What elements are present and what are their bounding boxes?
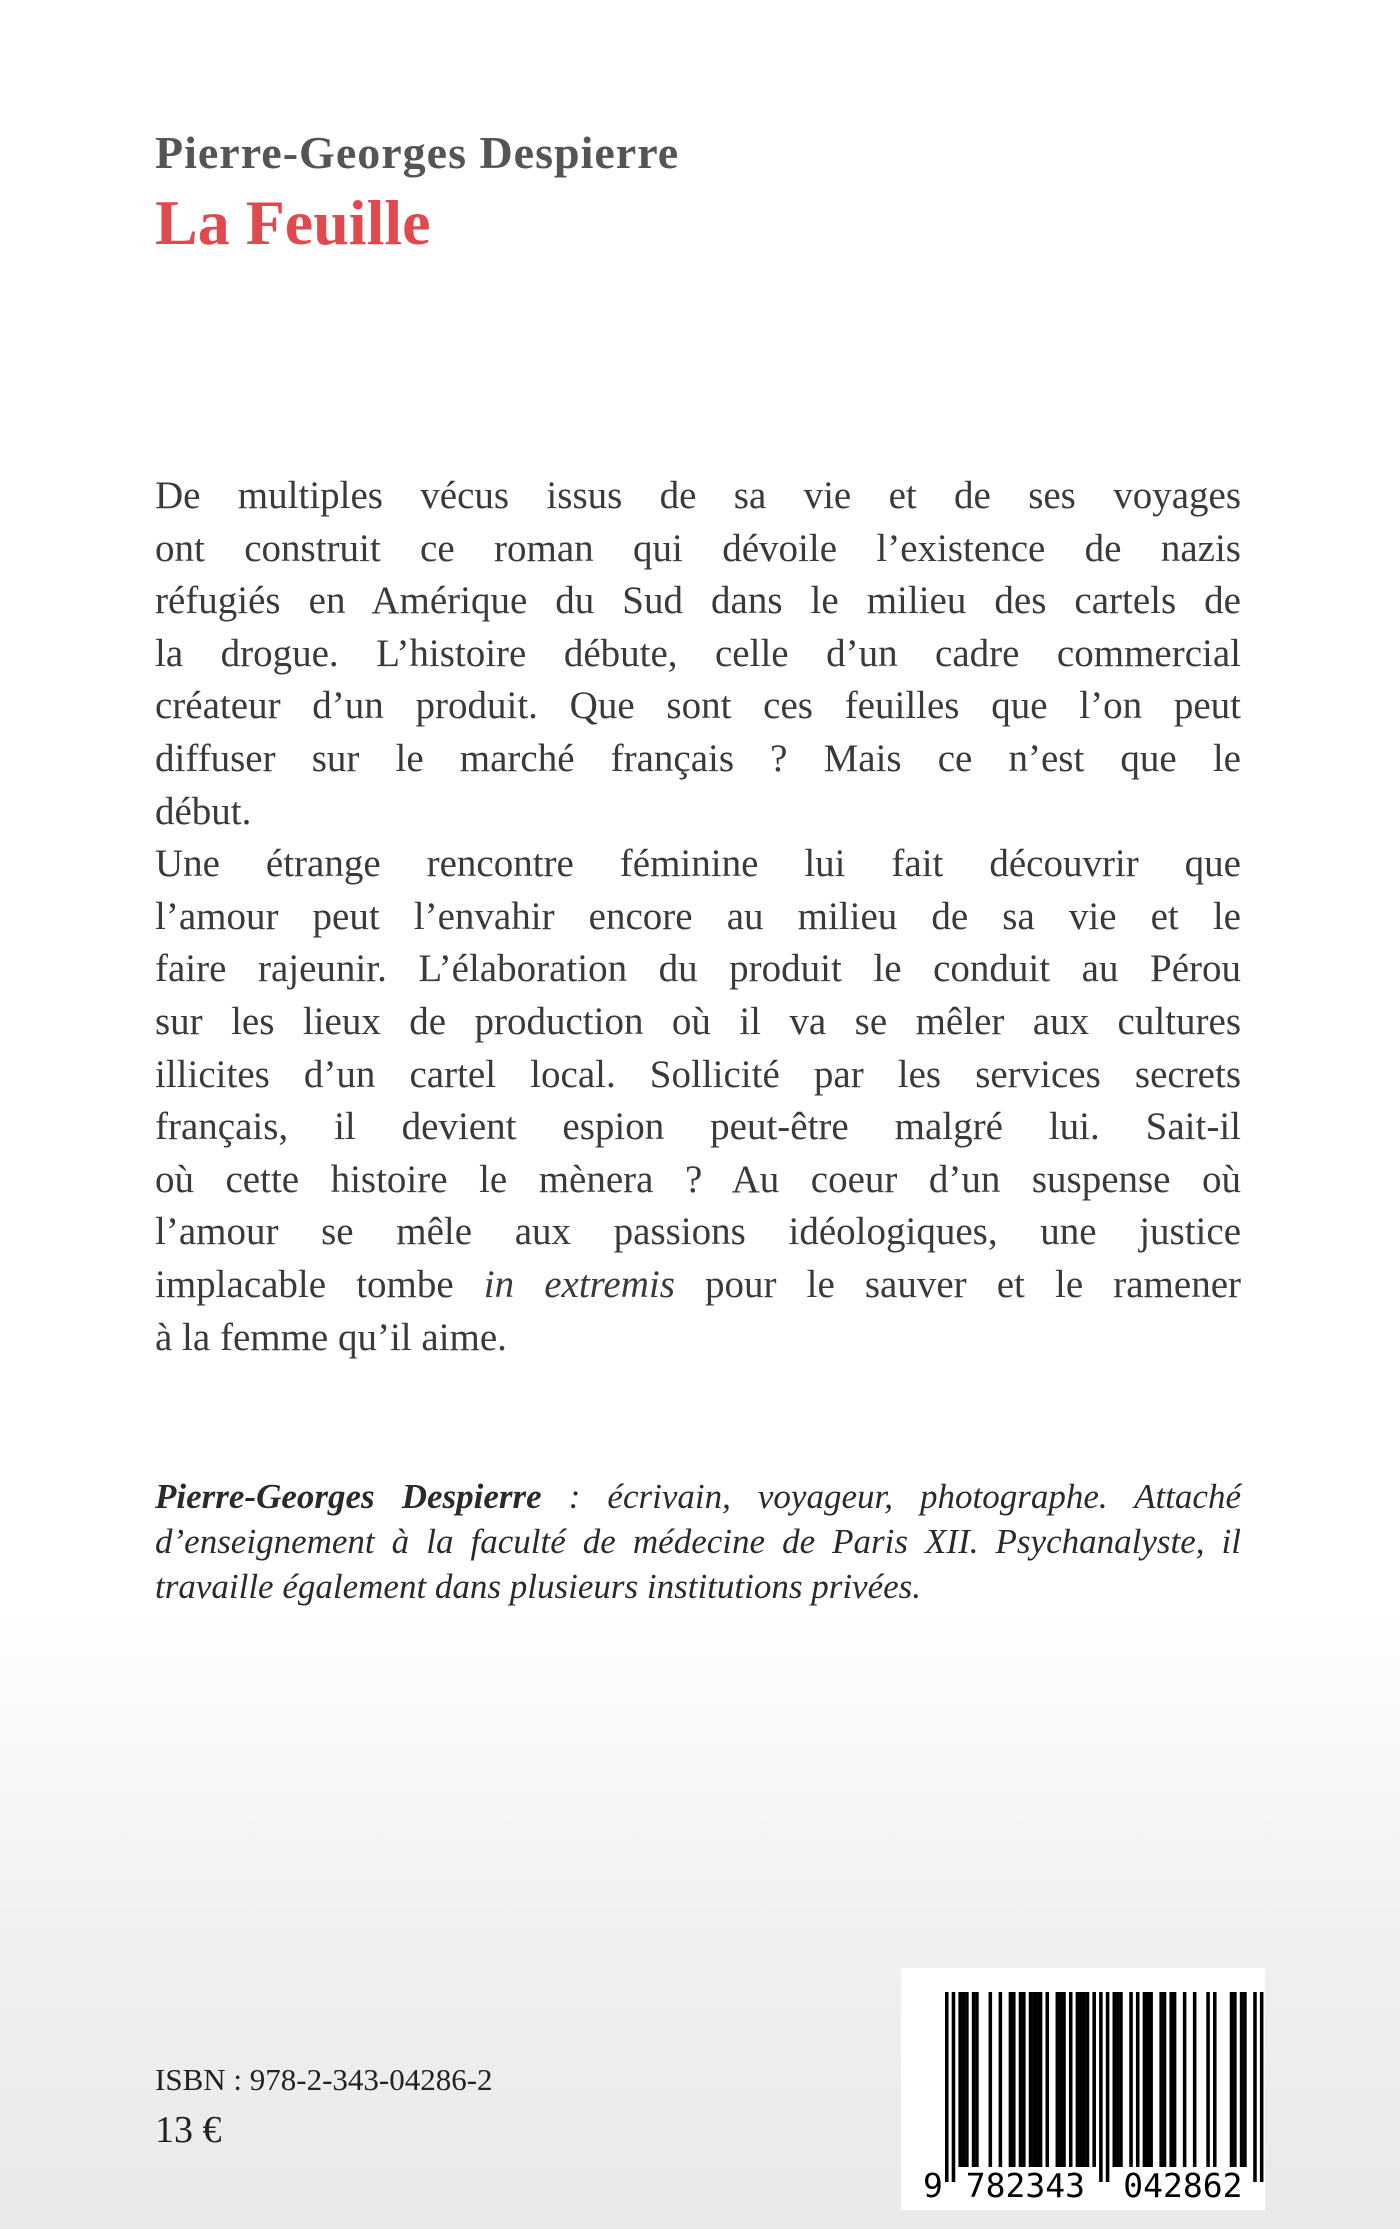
blurb-line: illicites d’un cartel local. Sollicité par les services secrets <box>155 1052 1241 1096</box>
barcode-digits: 042862 <box>1123 2166 1243 2205</box>
barcode-bar <box>1069 1992 1073 2167</box>
blurb-line: l’amour se mêle aux passions idéologiques, une justice <box>155 1210 1241 1254</box>
blurb-line: De multiples vécus issus de sa vie et de ses voyages <box>155 474 1241 517</box>
barcode-bar <box>1062 1992 1066 2167</box>
barcode-bar <box>1029 1992 1033 2167</box>
barcode-bar <box>1056 1992 1060 2167</box>
blurb-line: créateur d’un produit. Que sont ces feuilles que l’on peut <box>155 684 1241 728</box>
barcode-bar <box>1039 1992 1043 2167</box>
barcode-bar <box>1009 1992 1013 2167</box>
book-title: La Feuille <box>155 187 431 258</box>
barcode-bar <box>1146 1992 1150 2167</box>
barcode-bar <box>1233 1992 1237 2167</box>
blurb-text: pour le sauver et le ramener <box>674 1262 1241 1306</box>
barcode-bar <box>962 1992 966 2167</box>
barcode-bar <box>1213 1992 1217 2167</box>
barcode-bar <box>1253 1992 1257 2182</box>
barcode-bar <box>1079 1992 1083 2167</box>
blurb-line: à la femme qu’il aime. <box>155 1315 507 1359</box>
author-name: Pierre-Georges Despierre <box>155 127 680 178</box>
barcode-digits: 782343 <box>965 2166 1086 2205</box>
barcode-bar <box>1106 1992 1110 2182</box>
blurb-italic: in extremis <box>483 1262 675 1306</box>
barcode-bar <box>1206 1992 1210 2167</box>
barcode-bar <box>1099 1992 1103 2182</box>
barcode-bar <box>1086 1992 1090 2167</box>
barcode-bar <box>1019 1992 1023 2167</box>
barcode-bar <box>1082 1992 1086 2167</box>
barcode-bar <box>1129 1992 1133 2167</box>
blurb-line: faire rajeunir. L’élaboration du produit le conduit au Pérou <box>155 947 1241 991</box>
barcode-bar <box>1119 1992 1123 2167</box>
bio-text: : écrivain, voyageur, photographe. Attaché <box>541 1477 1241 1516</box>
barcode-bar <box>1260 1992 1264 2182</box>
barcode-bar <box>1012 1992 1016 2167</box>
bio-name: Pierre-Georges Despierre <box>155 1477 542 1516</box>
author-bio <box>155 1474 1241 1609</box>
barcode-bar <box>1116 1992 1120 2167</box>
barcode-bar <box>1136 1992 1140 2167</box>
barcode-bar <box>972 1992 976 2167</box>
blurb-line: sur les lieux de production où il va se mêler aux cultures <box>155 999 1241 1043</box>
barcode-bar <box>1173 1992 1177 2167</box>
barcode-bar <box>1240 1992 1244 2167</box>
blurb-line: français, il devient espion peut-être malgré lui. Sait-il <box>155 1105 1241 1149</box>
barcode-bar <box>1159 1992 1163 2167</box>
bio-line: d’enseignement à la faculté de médecine de Paris XII. Psychanalyste, il <box>155 1522 1241 1561</box>
barcode-bar <box>965 1992 969 2167</box>
barcode-bar <box>975 1992 979 2167</box>
blurb-line: réfugiés en Amérique du Sud dans le milieu des cartels de <box>155 579 1241 623</box>
blurb-text: implacable tombe <box>155 1262 484 1306</box>
barcode <box>901 1968 1265 2210</box>
isbn: ISBN : 978-2-343-04286-2 <box>155 2062 493 2097</box>
barcode-bar <box>1022 1992 1026 2167</box>
bio-line <box>155 1474 1241 1519</box>
price: 13 € <box>155 2109 222 2151</box>
barcode-bar <box>1092 1992 1096 2167</box>
blurb-line: où cette histoire le mènera ? Au coeur d’un suspense où <box>155 1157 1241 1201</box>
barcode-bar <box>999 1992 1003 2167</box>
blurb-line: ont construit ce roman qui dévoile l’existence de nazis <box>155 526 1241 570</box>
barcode-digits: 9 <box>923 2166 943 2205</box>
barcode-bar <box>958 1992 962 2167</box>
barcode-bar <box>1076 1992 1080 2167</box>
blurb-line: la drogue. L’histoire débute, celle d’un cadre commercial <box>155 631 1241 675</box>
bio-line: travaille également dans plusieurs institutions privées. <box>155 1567 922 1606</box>
barcode-bar <box>1183 1992 1187 2167</box>
barcode-bar <box>1193 1992 1197 2167</box>
blurb-line: l’amour peut l’envahir encore au milieu de sa vie et le <box>155 894 1241 938</box>
barcode-bar <box>1169 1992 1173 2167</box>
barcode-bar <box>1163 1992 1167 2167</box>
barcode-bar <box>1059 1992 1063 2167</box>
barcode-bar <box>952 1992 956 2182</box>
blurb-line: début. <box>155 789 252 833</box>
blurb-line: diffuser sur le marché français ? Mais ce n’est que le <box>155 736 1241 780</box>
barcode-bar <box>1032 1992 1036 2167</box>
blurb-line: Une étrange rencontre féminine lui fait découvrir que <box>155 842 1241 886</box>
barcode-graphic <box>901 1968 1265 2210</box>
barcode-bar <box>1046 1992 1050 2167</box>
barcode-bar <box>1230 1992 1234 2167</box>
blurb <box>155 470 1241 1364</box>
barcode-bar <box>1035 1992 1039 2167</box>
barcode-bar <box>989 1992 993 2167</box>
barcode-bar <box>1243 1992 1247 2167</box>
barcode-bar <box>1149 1992 1153 2167</box>
blurb-line <box>155 1259 1241 1312</box>
barcode-bar <box>1143 1992 1147 2167</box>
barcode-bar <box>1113 1992 1117 2167</box>
barcode-bar <box>945 1992 949 2182</box>
